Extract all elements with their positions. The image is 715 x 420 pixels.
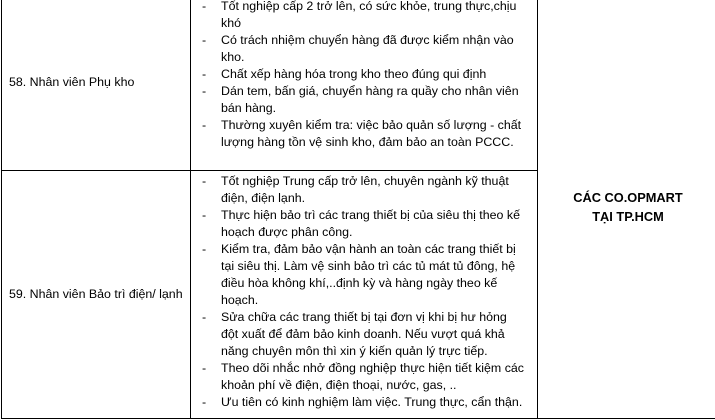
duties-cell [191, 0, 538, 171]
position-cell [2, 0, 191, 171]
duty-item: - Dán tem, bấn giá, chuyển hàng ra quầy cho nhân viên bán hàng. [202, 84, 519, 115]
job-table [1, 0, 715, 419]
duty-item: - Kiểm tra, đảm bảo vận hành an toàn các trang thiết bị tại siêu thị. Làm vệ sinh bảo trì các tủ mát tủ đông, hệ điều hòa không khí,..định kỳ và hàng ngày theo kế hoạch. [202, 242, 516, 307]
duty-item: - Thực hiện bảo trì các trang thiết bị của siêu thị theo kế hoạch được phân công. [202, 208, 520, 239]
duties-cell [191, 171, 538, 419]
dash-bullet: - [202, 395, 207, 409]
duty-list [191, 0, 537, 151]
dash-bullet: - [202, 242, 207, 256]
dash-bullet: - [202, 208, 207, 222]
position-cell [2, 171, 191, 419]
dash-bullet: - [202, 84, 207, 98]
location-line-2: TẠI TP.HCM [592, 208, 664, 224]
position-label: 58. Nhân viên Phụ kho [9, 75, 135, 89]
position-label: 59. Nhân viên Bảo trì điện/ lạnh [9, 287, 183, 301]
duty-item: - Sửa chữa các trang thiết bị tại đơn vị khi bị hư hỏng đột xuất để đảm bảo kinh doanh. Nếu vượt quá khả năng chuyên môn thì xin ý kiến quản lý trực tiếp. [202, 310, 507, 358]
location-cell [538, 0, 715, 419]
dash-bullet: - [202, 118, 207, 132]
duty-item: - Theo dõi nhắc nhở đồng nghiệp thực hiện tiết kiệm các khoản phí về điện, điện thoại, nước, gas, .. [202, 361, 524, 392]
dash-bullet: - [202, 67, 207, 81]
dash-bullet: - [202, 310, 207, 324]
dash-bullet: - [202, 33, 207, 47]
dash-bullet: - [202, 174, 207, 188]
duty-item: - Ưu tiên có kinh nghiệm làm việc. Trung thực, cẩn thận. [202, 395, 523, 409]
table-row [2, 0, 715, 171]
duty-item: - Tốt nghiệp Trung cấp trở lên, chuyên ngành kỹ thuật điện, điện lạnh. [202, 174, 509, 205]
location-line-1: CÁC CO.OPMART [573, 189, 683, 205]
duty-item: - Tốt nghiệp cấp 2 trở lên, có sức khỏe, trung thực,chịu khó [202, 0, 517, 30]
duty-item: - Thường xuyên kiểm tra: việc bảo quản số lượng - chất lượng hàng tồn vệ sinh kho, đảm bảo an toàn PCCC. [202, 118, 522, 149]
duty-list [191, 171, 537, 411]
duty-item: - Có trách nhiệm chuyển hàng đã được kiểm nhận vào kho. [202, 33, 514, 64]
dash-bullet: - [202, 361, 207, 375]
duty-item: - Chất xếp hàng hóa trong kho theo đúng qui định [202, 67, 487, 81]
dash-bullet: - [202, 0, 207, 13]
